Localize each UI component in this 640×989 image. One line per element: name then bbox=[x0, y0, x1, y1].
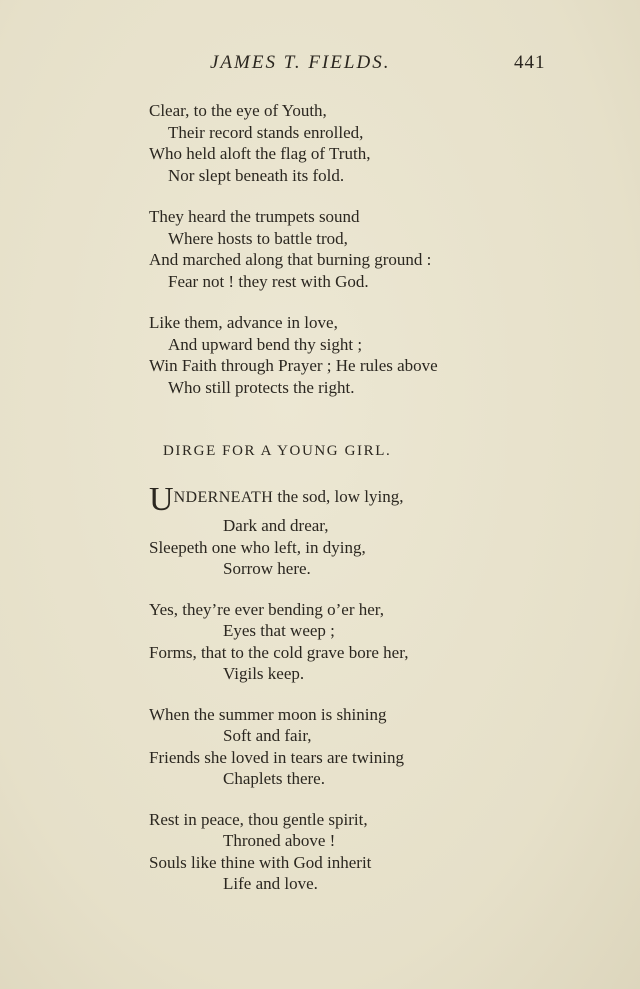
verse-line: Eyes that weep ; bbox=[223, 621, 335, 640]
verse-line: Rest in peace, thou gentle spirit, bbox=[149, 809, 368, 829]
poem-title: DIRGE FOR A YOUNG GIRL. bbox=[163, 443, 392, 459]
verse-line: Who still protects the right. bbox=[168, 377, 355, 397]
verse-line: Where hosts to battle trod, bbox=[168, 228, 348, 248]
verse-line: Throned above ! bbox=[223, 831, 336, 850]
verse-line: Sorrow here. bbox=[223, 559, 311, 578]
verse-line: Chaplets there. bbox=[223, 769, 325, 788]
verse-line: Who held aloft the flag of Truth, bbox=[149, 144, 371, 163]
verse-line: Clear, to the eye of Youth, bbox=[149, 101, 327, 120]
verse-line: Dark and drear, bbox=[223, 516, 329, 535]
stanza bbox=[149, 599, 529, 685]
verse-line: Soft and fair, bbox=[223, 726, 312, 745]
running-head: JAMES T. FIELDS. bbox=[210, 52, 391, 73]
stanza bbox=[149, 206, 529, 292]
verse-line: Forms, that to the cold grave bore her, bbox=[149, 642, 409, 662]
verse-line: Life and love. bbox=[223, 874, 318, 893]
verse-line: And marched along that burning ground : bbox=[149, 250, 432, 269]
first-line-rest: the sod, low lying, bbox=[273, 487, 404, 506]
verse-line: Fear not ! they rest with God. bbox=[168, 271, 369, 291]
verse-line: Win Faith through Prayer ; He rules above bbox=[149, 356, 438, 375]
stanza bbox=[149, 100, 529, 186]
poem-dirge bbox=[149, 481, 529, 895]
verse-line: Like them, advance in love, bbox=[149, 313, 338, 332]
verse-line: And upward bend thy sight ; bbox=[168, 334, 363, 354]
verse-line: Nor slept beneath its fold. bbox=[168, 165, 345, 185]
poem-continuation bbox=[149, 100, 529, 398]
verse-line-first bbox=[149, 481, 529, 518]
verse-line: Friends she loved in tears are twining bbox=[149, 747, 404, 767]
stanza bbox=[149, 312, 529, 398]
verse-line: Souls like thine with God inherit bbox=[149, 852, 372, 872]
drop-cap: U bbox=[149, 481, 174, 518]
verse-line: Vigils keep. bbox=[223, 664, 305, 683]
page-number: 441 bbox=[514, 52, 546, 73]
verse-line: Sleepeth one who left, in dying, bbox=[149, 537, 366, 557]
verse-line: Their record stands enrolled, bbox=[168, 122, 364, 142]
verse-line: When the summer moon is shining bbox=[149, 704, 387, 724]
verse-line: They heard the trumpets sound bbox=[149, 207, 360, 226]
verse-line: Yes, they’re ever bending o’er her, bbox=[149, 599, 385, 619]
small-caps-word: NDERNEATH bbox=[173, 489, 274, 506]
stanza bbox=[149, 704, 529, 790]
stanza bbox=[149, 481, 529, 580]
stanza bbox=[149, 809, 529, 895]
